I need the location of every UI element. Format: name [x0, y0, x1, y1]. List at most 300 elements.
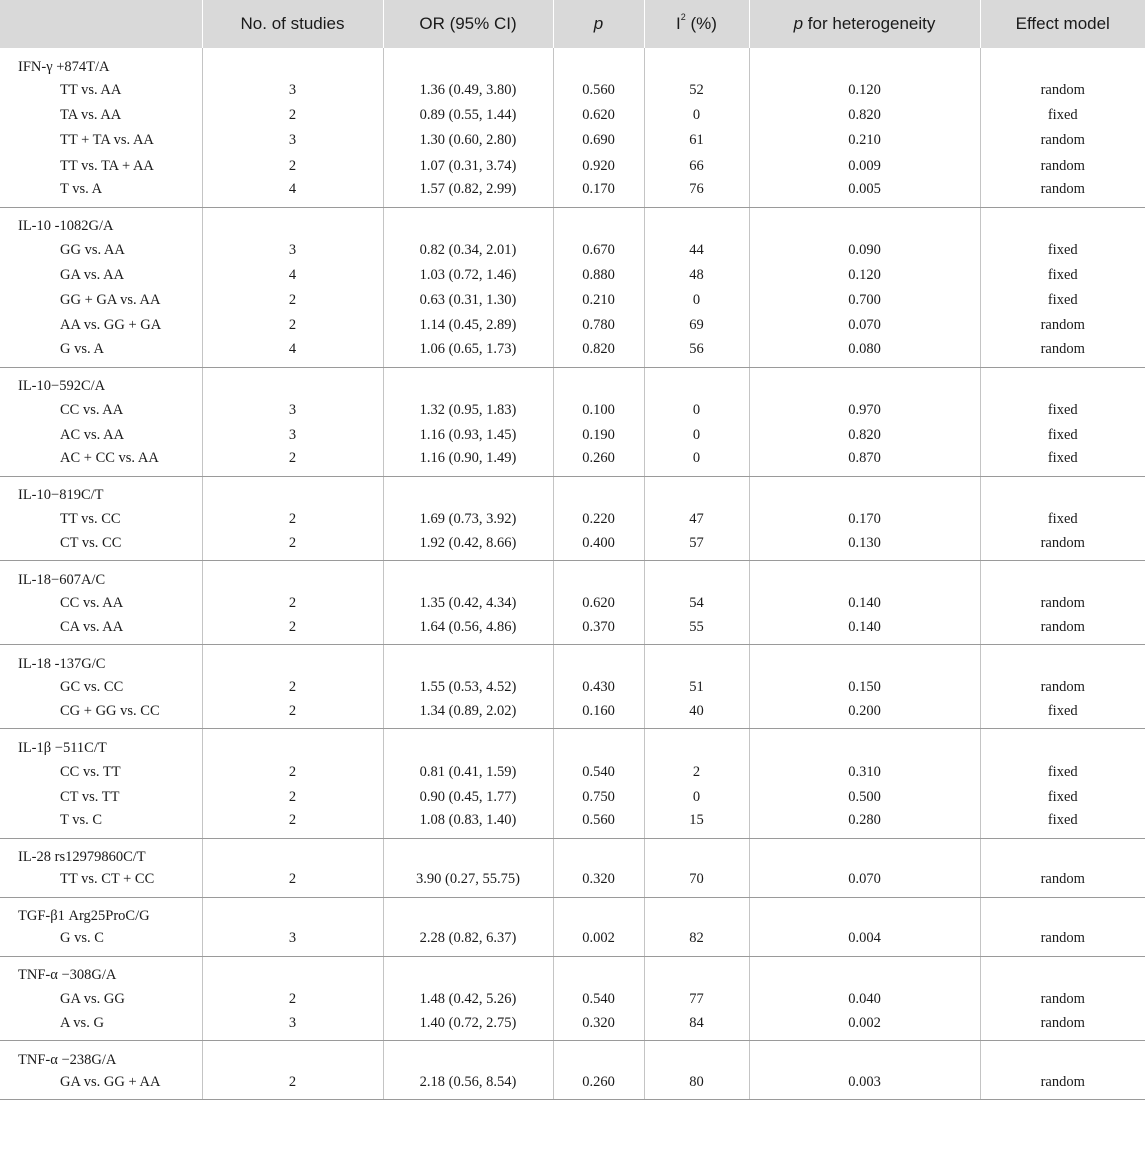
p-heterogeneity: 0.870: [749, 448, 980, 477]
empty-cell: [980, 1041, 1145, 1072]
p-heterogeneity: 0.210: [749, 128, 980, 153]
i2-value: 69: [644, 313, 749, 338]
empty-cell: [553, 897, 644, 928]
group-title-row: [0, 956, 1145, 987]
studies-count: 2: [202, 869, 383, 898]
genetic-model: G vs. C: [0, 928, 202, 957]
empty-cell: [749, 956, 980, 987]
genetic-model: GA vs. GG: [0, 987, 202, 1012]
p-value: 0.210: [553, 288, 644, 313]
group-title-row: [0, 476, 1145, 507]
genetic-model: TA vs. AA: [0, 103, 202, 128]
genetic-model: TT vs. AA: [0, 78, 202, 103]
effect-model: random: [1040, 132, 1085, 149]
empty-cell: [383, 476, 553, 507]
header-studies: No. of studies: [202, 0, 383, 48]
odds-ratio: 2.18 (0.56, 8.54): [383, 1071, 553, 1100]
i2-value: 48: [644, 263, 749, 288]
studies-count: 2: [202, 507, 383, 532]
table-row: [0, 928, 1145, 957]
p-value: 0.220: [553, 507, 644, 532]
i2-value: 0: [644, 398, 749, 423]
group-title-row: [0, 48, 1145, 78]
empty-cell: [383, 48, 553, 78]
odds-ratio: 1.69 (0.73, 3.92): [383, 507, 553, 532]
group-title-row: [0, 207, 1145, 238]
p-value: 0.620: [553, 103, 644, 128]
odds-ratio: 0.82 (0.34, 2.01): [383, 238, 553, 263]
genetic-model: CG + GG vs. CC: [0, 700, 202, 729]
empty-cell: [644, 476, 749, 507]
polymorphism-name: IL-10 -1082G/A: [0, 207, 202, 238]
empty-cell: [980, 645, 1145, 676]
table-row: [0, 288, 1145, 313]
p-heterogeneity: 0.009: [749, 154, 980, 179]
i2-value: 70: [644, 869, 749, 898]
empty-cell: [980, 367, 1145, 398]
empty-cell: [553, 1041, 644, 1072]
table-row: [0, 313, 1145, 338]
effect-model: fixed: [1047, 788, 1078, 805]
i2-value: 61: [644, 128, 749, 153]
p-value: 0.780: [553, 313, 644, 338]
empty-cell: [644, 207, 749, 238]
effect-model: random: [980, 869, 1145, 898]
p-heterogeneity: 0.820: [749, 103, 980, 128]
empty-cell: [749, 729, 980, 760]
odds-ratio: 1.48 (0.42, 5.26): [383, 987, 553, 1012]
p-heterogeneity: 0.280: [749, 810, 980, 839]
empty-cell: [383, 838, 553, 869]
i2-value: 80: [644, 1071, 749, 1100]
effect-model: random: [980, 616, 1145, 645]
i2-value: 0: [644, 103, 749, 128]
genetic-model: T vs. C: [0, 810, 202, 839]
table-row: [0, 507, 1145, 532]
empty-cell: [644, 956, 749, 987]
odds-ratio: 0.90 (0.45, 1.77): [383, 785, 553, 810]
table-row: [0, 154, 1145, 179]
p-value: 0.430: [553, 675, 644, 700]
empty-cell: [980, 207, 1145, 238]
p-heterogeneity: 0.120: [749, 263, 980, 288]
empty-cell: [644, 48, 749, 78]
effect-model: fixed: [1047, 763, 1078, 780]
studies-count: 2: [202, 154, 383, 179]
genetic-model: AA vs. GG + GA: [0, 313, 202, 338]
empty-cell: [644, 367, 749, 398]
studies-count: 3: [202, 238, 383, 263]
i2-value: 54: [644, 591, 749, 616]
empty-cell: [202, 476, 383, 507]
table-row: [0, 238, 1145, 263]
empty-cell: [644, 897, 749, 928]
genetic-model: AC vs. AA: [0, 423, 202, 448]
studies-count: 2: [202, 313, 383, 338]
empty-cell: [383, 956, 553, 987]
genetic-model: CC vs. TT: [0, 759, 202, 784]
p-value: 0.540: [553, 759, 644, 784]
odds-ratio: 0.89 (0.55, 1.44): [383, 103, 553, 128]
header-polymorphism: [0, 0, 202, 48]
group-title-row: [0, 1041, 1145, 1072]
empty-cell: [553, 207, 644, 238]
table-row: [0, 103, 1145, 128]
p-value: 0.920: [553, 154, 644, 179]
genetic-model: GC vs. CC: [0, 675, 202, 700]
i2-value: 0: [644, 423, 749, 448]
empty-cell: [202, 1041, 383, 1072]
odds-ratio: 1.64 (0.56, 4.86): [383, 616, 553, 645]
studies-count: 2: [202, 532, 383, 561]
effect-model: fixed: [980, 448, 1145, 477]
polymorphism-name: IL-1β −511C/T: [0, 729, 202, 760]
empty-cell: [553, 729, 644, 760]
empty-cell: [644, 1041, 749, 1072]
polymorphism-name: IL-18−607A/C: [0, 561, 202, 592]
i2-value: 0: [644, 448, 749, 477]
i2-value: 51: [644, 675, 749, 700]
studies-count: 2: [202, 1071, 383, 1100]
p-value: 0.190: [553, 423, 644, 448]
p-heterogeneity: 0.130: [749, 532, 980, 561]
p-heterogeneity: 0.080: [749, 339, 980, 368]
empty-cell: [980, 956, 1145, 987]
table-row: [0, 1071, 1145, 1100]
empty-cell: [749, 207, 980, 238]
empty-cell: [553, 838, 644, 869]
p-value: 0.620: [553, 591, 644, 616]
effect-model: random: [980, 339, 1145, 368]
odds-ratio: 0.81 (0.41, 1.59): [383, 759, 553, 784]
effect-model: random: [980, 928, 1145, 957]
genetic-model: AC + CC vs. AA: [0, 448, 202, 477]
odds-ratio: 1.16 (0.90, 1.49): [383, 448, 553, 477]
group-title-row: [0, 729, 1145, 760]
p-value: 0.400: [553, 532, 644, 561]
effect-model: fixed: [1047, 426, 1078, 443]
table-row: [0, 179, 1145, 208]
table-row: [0, 675, 1145, 700]
studies-count: 2: [202, 288, 383, 313]
p-heterogeneity: 0.310: [749, 759, 980, 784]
table-row: [0, 759, 1145, 784]
p-value: 0.820: [553, 339, 644, 368]
p-value: 0.670: [553, 238, 644, 263]
empty-cell: [202, 561, 383, 592]
effect-model: fixed: [1047, 510, 1078, 527]
p-heterogeneity: 0.820: [749, 423, 980, 448]
effect-model: fixed: [1047, 107, 1078, 124]
effect-model: random: [980, 532, 1145, 561]
empty-cell: [749, 838, 980, 869]
header-p-heterogeneity: p for heterogeneity: [749, 0, 980, 48]
table-row: [0, 532, 1145, 561]
table-body: [0, 48, 1145, 1100]
odds-ratio: 1.40 (0.72, 2.75): [383, 1012, 553, 1041]
table-row: [0, 448, 1145, 477]
table-row: [0, 398, 1145, 423]
polymorphism-name: TNF-α −308G/A: [0, 956, 202, 987]
p-heterogeneity: 0.005: [749, 179, 980, 208]
effect-model: random: [1040, 157, 1085, 174]
studies-count: 3: [202, 128, 383, 153]
empty-cell: [749, 476, 980, 507]
i2-value: 15: [644, 810, 749, 839]
genetic-model: CA vs. AA: [0, 616, 202, 645]
empty-cell: [980, 476, 1145, 507]
table-row: [0, 78, 1145, 103]
empty-cell: [202, 897, 383, 928]
studies-count: 2: [202, 987, 383, 1012]
empty-cell: [749, 645, 980, 676]
studies-count: 3: [202, 1012, 383, 1041]
p-heterogeneity: 0.040: [749, 987, 980, 1012]
p-heterogeneity: 0.970: [749, 398, 980, 423]
effect-model: fixed: [1047, 292, 1078, 309]
group-title-row: [0, 645, 1145, 676]
table-header: [0, 0, 1145, 48]
header-effect-model: Effect model: [980, 0, 1145, 48]
p-value: 0.540: [553, 987, 644, 1012]
p-value: 0.320: [553, 869, 644, 898]
i2-value: 76: [644, 179, 749, 208]
p-heterogeneity: 0.170: [749, 507, 980, 532]
p-heterogeneity: 0.002: [749, 1012, 980, 1041]
table-row: [0, 263, 1145, 288]
genetic-model: TT vs. TA + AA: [0, 154, 202, 179]
genetic-model: GG + GA vs. AA: [0, 288, 202, 313]
empty-cell: [980, 838, 1145, 869]
empty-cell: [383, 1041, 553, 1072]
empty-cell: [749, 48, 980, 78]
empty-cell: [980, 48, 1145, 78]
empty-cell: [980, 897, 1145, 928]
odds-ratio: 1.03 (0.72, 1.46): [383, 263, 553, 288]
i2-value: 47: [644, 507, 749, 532]
effect-model: fixed: [980, 700, 1145, 729]
studies-count: 4: [202, 339, 383, 368]
studies-count: 4: [202, 179, 383, 208]
p-value: 0.170: [553, 179, 644, 208]
polymorphism-name: IL-10−819C/T: [0, 476, 202, 507]
odds-ratio: 1.14 (0.45, 2.89): [383, 313, 553, 338]
odds-ratio: 1.08 (0.83, 1.40): [383, 810, 553, 839]
empty-cell: [383, 561, 553, 592]
i2-value: 40: [644, 700, 749, 729]
empty-cell: [202, 367, 383, 398]
studies-count: 3: [202, 78, 383, 103]
empty-cell: [383, 207, 553, 238]
genetic-model: GA vs. AA: [0, 263, 202, 288]
table-row: [0, 1012, 1145, 1041]
effect-model: fixed: [1047, 401, 1078, 418]
p-heterogeneity: 0.140: [749, 591, 980, 616]
i2-value: 52: [644, 78, 749, 103]
p-heterogeneity: 0.004: [749, 928, 980, 957]
odds-ratio: 1.06 (0.65, 1.73): [383, 339, 553, 368]
genetic-model: TT vs. CC: [0, 507, 202, 532]
genetic-model: GA vs. GG + AA: [0, 1071, 202, 1100]
p-value: 0.880: [553, 263, 644, 288]
i2-value: 77: [644, 987, 749, 1012]
empty-cell: [980, 729, 1145, 760]
odds-ratio: 1.34 (0.89, 2.02): [383, 700, 553, 729]
empty-cell: [644, 561, 749, 592]
studies-count: 3: [202, 398, 383, 423]
polymorphism-name: IL-18 -137G/C: [0, 645, 202, 676]
i2-value: 2: [644, 759, 749, 784]
odds-ratio: 0.63 (0.31, 1.30): [383, 288, 553, 313]
empty-cell: [749, 561, 980, 592]
genetic-model: CC vs. AA: [0, 591, 202, 616]
empty-cell: [749, 367, 980, 398]
i2-value: 44: [644, 238, 749, 263]
i2-value: 0: [644, 785, 749, 810]
studies-count: 2: [202, 700, 383, 729]
odds-ratio: 3.90 (0.27, 55.75): [383, 869, 553, 898]
table-row: [0, 987, 1145, 1012]
table-row: [0, 700, 1145, 729]
p-value: 0.100: [553, 398, 644, 423]
effect-model: random: [1040, 679, 1085, 696]
empty-cell: [553, 476, 644, 507]
studies-count: 2: [202, 785, 383, 810]
odds-ratio: 1.07 (0.31, 3.74): [383, 154, 553, 179]
p-value: 0.260: [553, 1071, 644, 1100]
p-heterogeneity: 0.700: [749, 288, 980, 313]
odds-ratio: 1.55 (0.53, 4.52): [383, 675, 553, 700]
i2-value: 56: [644, 339, 749, 368]
empty-cell: [202, 729, 383, 760]
odds-ratio: 1.30 (0.60, 2.80): [383, 128, 553, 153]
p-value: 0.370: [553, 616, 644, 645]
table-row: [0, 616, 1145, 645]
empty-cell: [202, 838, 383, 869]
p-heterogeneity: 0.120: [749, 78, 980, 103]
odds-ratio: 1.36 (0.49, 3.80): [383, 78, 553, 103]
empty-cell: [202, 207, 383, 238]
p-value: 0.560: [553, 810, 644, 839]
empty-cell: [383, 645, 553, 676]
studies-count: 2: [202, 759, 383, 784]
effect-model: fixed: [1047, 241, 1078, 258]
group-title-row: [0, 561, 1145, 592]
p-value: 0.260: [553, 448, 644, 477]
empty-cell: [202, 48, 383, 78]
effect-model: fixed: [980, 810, 1145, 839]
p-heterogeneity: 0.090: [749, 238, 980, 263]
header-p: p: [553, 0, 644, 48]
odds-ratio: 1.16 (0.93, 1.45): [383, 423, 553, 448]
group-title-row: [0, 367, 1145, 398]
empty-cell: [553, 561, 644, 592]
studies-count: 2: [202, 448, 383, 477]
table-row: [0, 423, 1145, 448]
table-row: [0, 869, 1145, 898]
p-heterogeneity: 0.070: [749, 313, 980, 338]
studies-count: 2: [202, 591, 383, 616]
table-row: [0, 785, 1145, 810]
table-row: [0, 128, 1145, 153]
studies-count: 2: [202, 675, 383, 700]
i2-value: 84: [644, 1012, 749, 1041]
polymorphism-name: IFN-γ +874T/A: [0, 48, 202, 78]
effect-model: random: [1040, 990, 1085, 1007]
i2-value: 82: [644, 928, 749, 957]
empty-cell: [553, 367, 644, 398]
p-value: 0.560: [553, 78, 644, 103]
genetic-model: GG vs. AA: [0, 238, 202, 263]
p-value: 0.690: [553, 128, 644, 153]
table-row: [0, 339, 1145, 368]
effect-model: random: [980, 1071, 1145, 1100]
odds-ratio: 2.28 (0.82, 6.37): [383, 928, 553, 957]
empty-cell: [749, 1041, 980, 1072]
header-i2: $I^2$ (%): [644, 0, 749, 48]
genetic-model: TT vs. CT + CC: [0, 869, 202, 898]
genetic-model: T vs. A: [0, 179, 202, 208]
genetic-model: G vs. A: [0, 339, 202, 368]
studies-count: 2: [202, 616, 383, 645]
studies-count: 2: [202, 103, 383, 128]
i2-value: 0: [644, 288, 749, 313]
empty-cell: [383, 897, 553, 928]
p-heterogeneity: 0.070: [749, 869, 980, 898]
table-row: [0, 810, 1145, 839]
i2-value: 55: [644, 616, 749, 645]
empty-cell: [383, 729, 553, 760]
group-title-row: [0, 838, 1145, 869]
effect-model: random: [1040, 595, 1085, 612]
genetic-model: TT + TA vs. AA: [0, 128, 202, 153]
i2-value: 66: [644, 154, 749, 179]
studies-count: 3: [202, 928, 383, 957]
p-heterogeneity: 0.500: [749, 785, 980, 810]
p-heterogeneity: 0.140: [749, 616, 980, 645]
odds-ratio: 1.92 (0.42, 8.66): [383, 532, 553, 561]
p-value: 0.750: [553, 785, 644, 810]
odds-ratio: 1.57 (0.82, 2.99): [383, 179, 553, 208]
p-heterogeneity: 0.150: [749, 675, 980, 700]
polymorphism-name: IL-28 rs12979860C/T: [0, 838, 202, 869]
empty-cell: [553, 645, 644, 676]
effect-model: fixed: [1047, 267, 1078, 284]
empty-cell: [553, 956, 644, 987]
effect-model: random: [1040, 82, 1085, 99]
p-heterogeneity: 0.200: [749, 700, 980, 729]
effect-model: random: [1040, 317, 1085, 334]
empty-cell: [202, 645, 383, 676]
polymorphism-name: TNF-α −238G/A: [0, 1041, 202, 1072]
p-heterogeneity: 0.003: [749, 1071, 980, 1100]
empty-cell: [644, 729, 749, 760]
empty-cell: [383, 367, 553, 398]
odds-ratio: 1.32 (0.95, 1.83): [383, 398, 553, 423]
empty-cell: [644, 645, 749, 676]
genetic-model: CC vs. AA: [0, 398, 202, 423]
p-value: 0.160: [553, 700, 644, 729]
studies-count: 4: [202, 263, 383, 288]
effect-model: random: [980, 1012, 1145, 1041]
empty-cell: [202, 956, 383, 987]
table-row: [0, 591, 1145, 616]
p-value: 0.002: [553, 928, 644, 957]
empty-cell: [980, 561, 1145, 592]
empty-cell: [749, 897, 980, 928]
polymorphism-name: IL-10−592C/A: [0, 367, 202, 398]
genetic-model: CT vs. TT: [0, 785, 202, 810]
